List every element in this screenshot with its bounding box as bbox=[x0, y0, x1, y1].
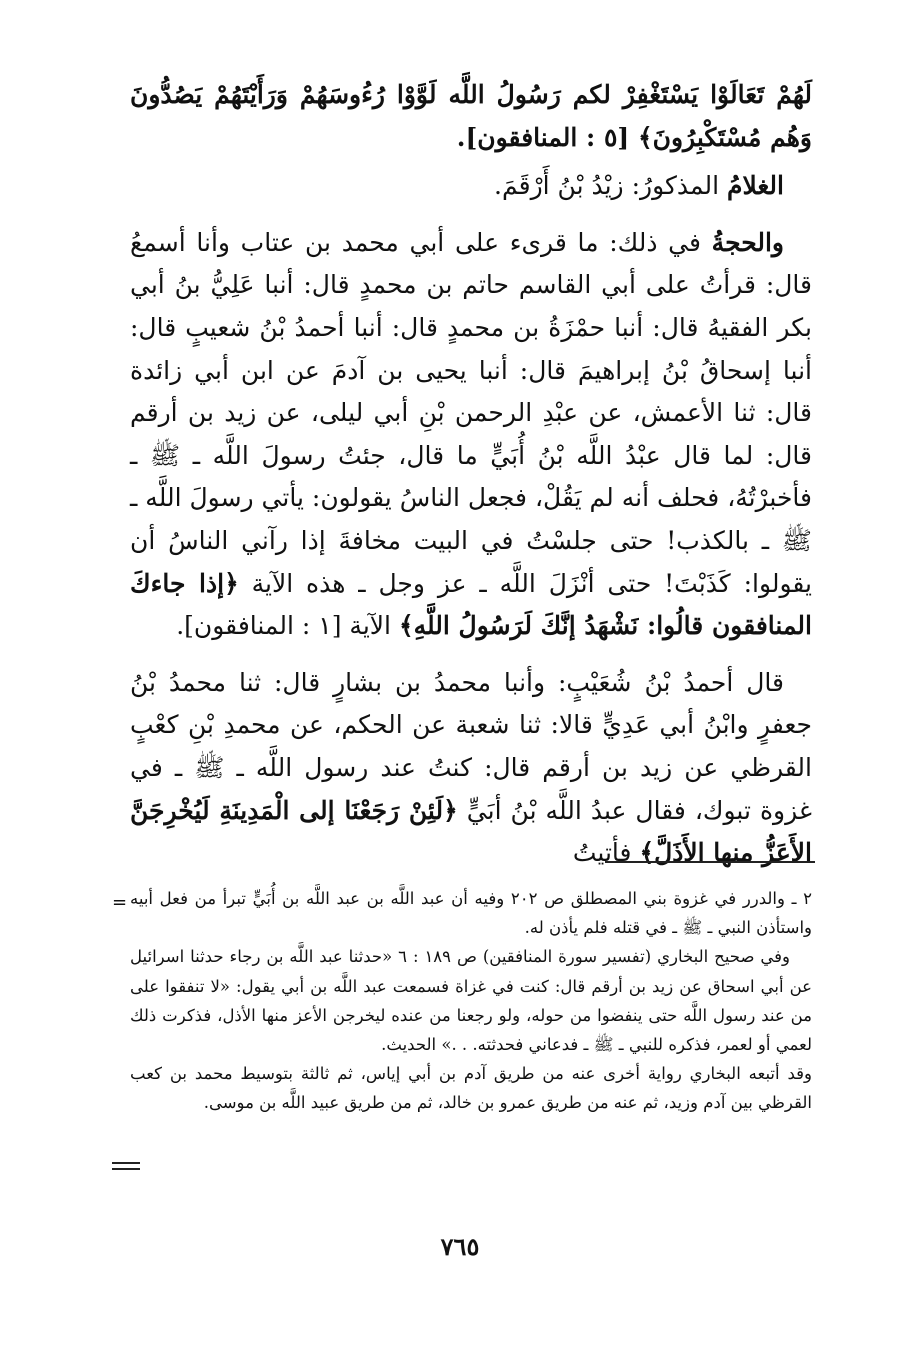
paragraph-text: الآية [١ : المنافقون]. bbox=[176, 611, 399, 641]
paragraph-lead-word: الغلامُ bbox=[726, 171, 784, 201]
footnote-1: ٢ ـ والدرر في غزوة بني المصطلق ص ٢٠٢ وفيه أن عبد اللَّه بن عبد اللَّه بن أُبَيٍّ تبرأ من فعل أبيه واستأذن النبي ـ ﷺ ـ في قتله فلم يأذن له. bbox=[130, 889, 812, 938]
footnote-3: وقد أتبعه البخاري رواية أخرى عنه من طريق آدم بن أبي إياس، ثم ثالثة بتوسيط محمد بن كعب القرظي بين آدم وزيد، ثم عنه من طريق عمرو بن خالد، ثم من طريق عبيد اللَّه بن موسى. bbox=[130, 1064, 812, 1113]
paragraph-lead-word: والحجةُ bbox=[711, 227, 784, 257]
footnote-2: وفي صحيح البخاري (تفسير سورة المنافقين) ص ١٨٩ : ٦ «حدثنا عبد اللَّه بن رجاء حدثنا اسرائيل عن أبي اسحاق عن زيد بن أرقم قال: كنت في غزاة فسمعت عبد اللَّه بن أبي يقول: «لا تنفقوا على من عند رسول اللَّه حتى ينفضوا من حوله، ولو رجعنا من عنده ليخرجن الأعز منها الأذل، فذكرت ذلك لعمي أو لعمر، فذكره للنبي ـ ﷺ ـ فدعاني فحدثته. . .» الحديث. bbox=[130, 947, 812, 1055]
paragraph-evidence bbox=[130, 222, 812, 648]
paragraph-ahmad-ibn-shuayb bbox=[130, 662, 812, 875]
page-number: ٧٦٥ bbox=[440, 1232, 480, 1261]
paragraph-text: في ذلك: ما قرىء على أبي محمد بن عتاب وأنا أسمعُ قال: قرأتُ على أبي القاسم حاتم بن محمدٍ قال: أنبا عَلِيُّ بنُ أبي بكر الفقيهُ قال: أنبا حمْزَةُ بن محمدٍ قال: أنبا أحمدُ بْنُ شعيبٍ قال: أنبا إسحاقُ بْنُ إبراهيمَ قال: أنبا يحيى بن آدمَ عن ابن أبي زائدة قال: ثنا الأعمش، عن عبْدِ الرحمن بْنِ أبي ليلى، عن زيد بن أرقم قال: لما قال عبْدُ اللَّه بْنُ أُبَيٍّ ما قال، جئتُ رسولَ اللَّه ـ ﷺ ـ فأخبرْتُهُ، فحلف أنه لم يَقُلْ، فجعل الناسُ يقولون: يأتي رسولَ اللَّه ـ ﷺ ـ بالكذب! حتى جلسْتُ في البيت مخافةَ إذا رآني الناسُ أن يقولوا: كَذَبْتَ! حتى أنْزَلَ اللَّه ـ عز وجل ـ هذه الآية bbox=[130, 227, 813, 598]
paragraph-text: فأتيتُ bbox=[572, 838, 640, 868]
end-mark-line bbox=[112, 1168, 140, 1170]
paragraph-boy-mentioned bbox=[130, 165, 812, 208]
end-mark-line bbox=[112, 1162, 140, 1164]
quran-verse-continuation bbox=[130, 74, 812, 159]
paragraph-text: المذكورُ: زيْدُ بْنُ أَرْقَمَ. bbox=[494, 171, 727, 201]
quran-quote: ﴿لَئِنْ رَجَعْنَا إلى الْمَدِينَةِ لَيُخْرِجَنَّ الأَعَزُّ منها الأَذَلَّ﴾ bbox=[130, 795, 812, 868]
paragraph-text: قال أحمدُ بْنُ شُعَيْبٍ: وأنبا محمدُ بن بشارٍ قال: ثنا محمدُ بْنُ جعفرٍ وابْنُ أبي عَدِيٍّ قالا: ثنا شعبة عن الحكم، عن محمدِ بْنِ كعْبٍ القرظي عن زيد بن أرقم قال: كنتُ عند رسول اللَّه ـ ﷺ ـ في غزوة تبوك، فقال عبدُ اللَّه بْنُ أبَيٍّ bbox=[130, 667, 812, 825]
footnote-end-mark bbox=[112, 1162, 140, 1174]
footnote-separator bbox=[605, 861, 815, 863]
quran-quote: ﴿إذا جاءكَ المنافقون قالُوا: نَشْهَدُ إنَّكَ لَرَسُولُ اللَّهِ﴾ bbox=[130, 568, 812, 641]
footnotes-section bbox=[130, 884, 812, 1118]
verse-text: لَهُمْ تَعَالَوْا يَسْتَغْفِرْ لكم رَسُولُ اللَّه لَوَّوْا رُءُوسَهُمْ وَرَأَيْتَهُمْ يَصُدُّونَ وَهُم مُسْتَكْبِرُونَ﴾ [٥ : المنافقون]. bbox=[130, 80, 812, 152]
footnote-continued-mark: = bbox=[112, 892, 128, 913]
main-text-body bbox=[130, 74, 812, 875]
